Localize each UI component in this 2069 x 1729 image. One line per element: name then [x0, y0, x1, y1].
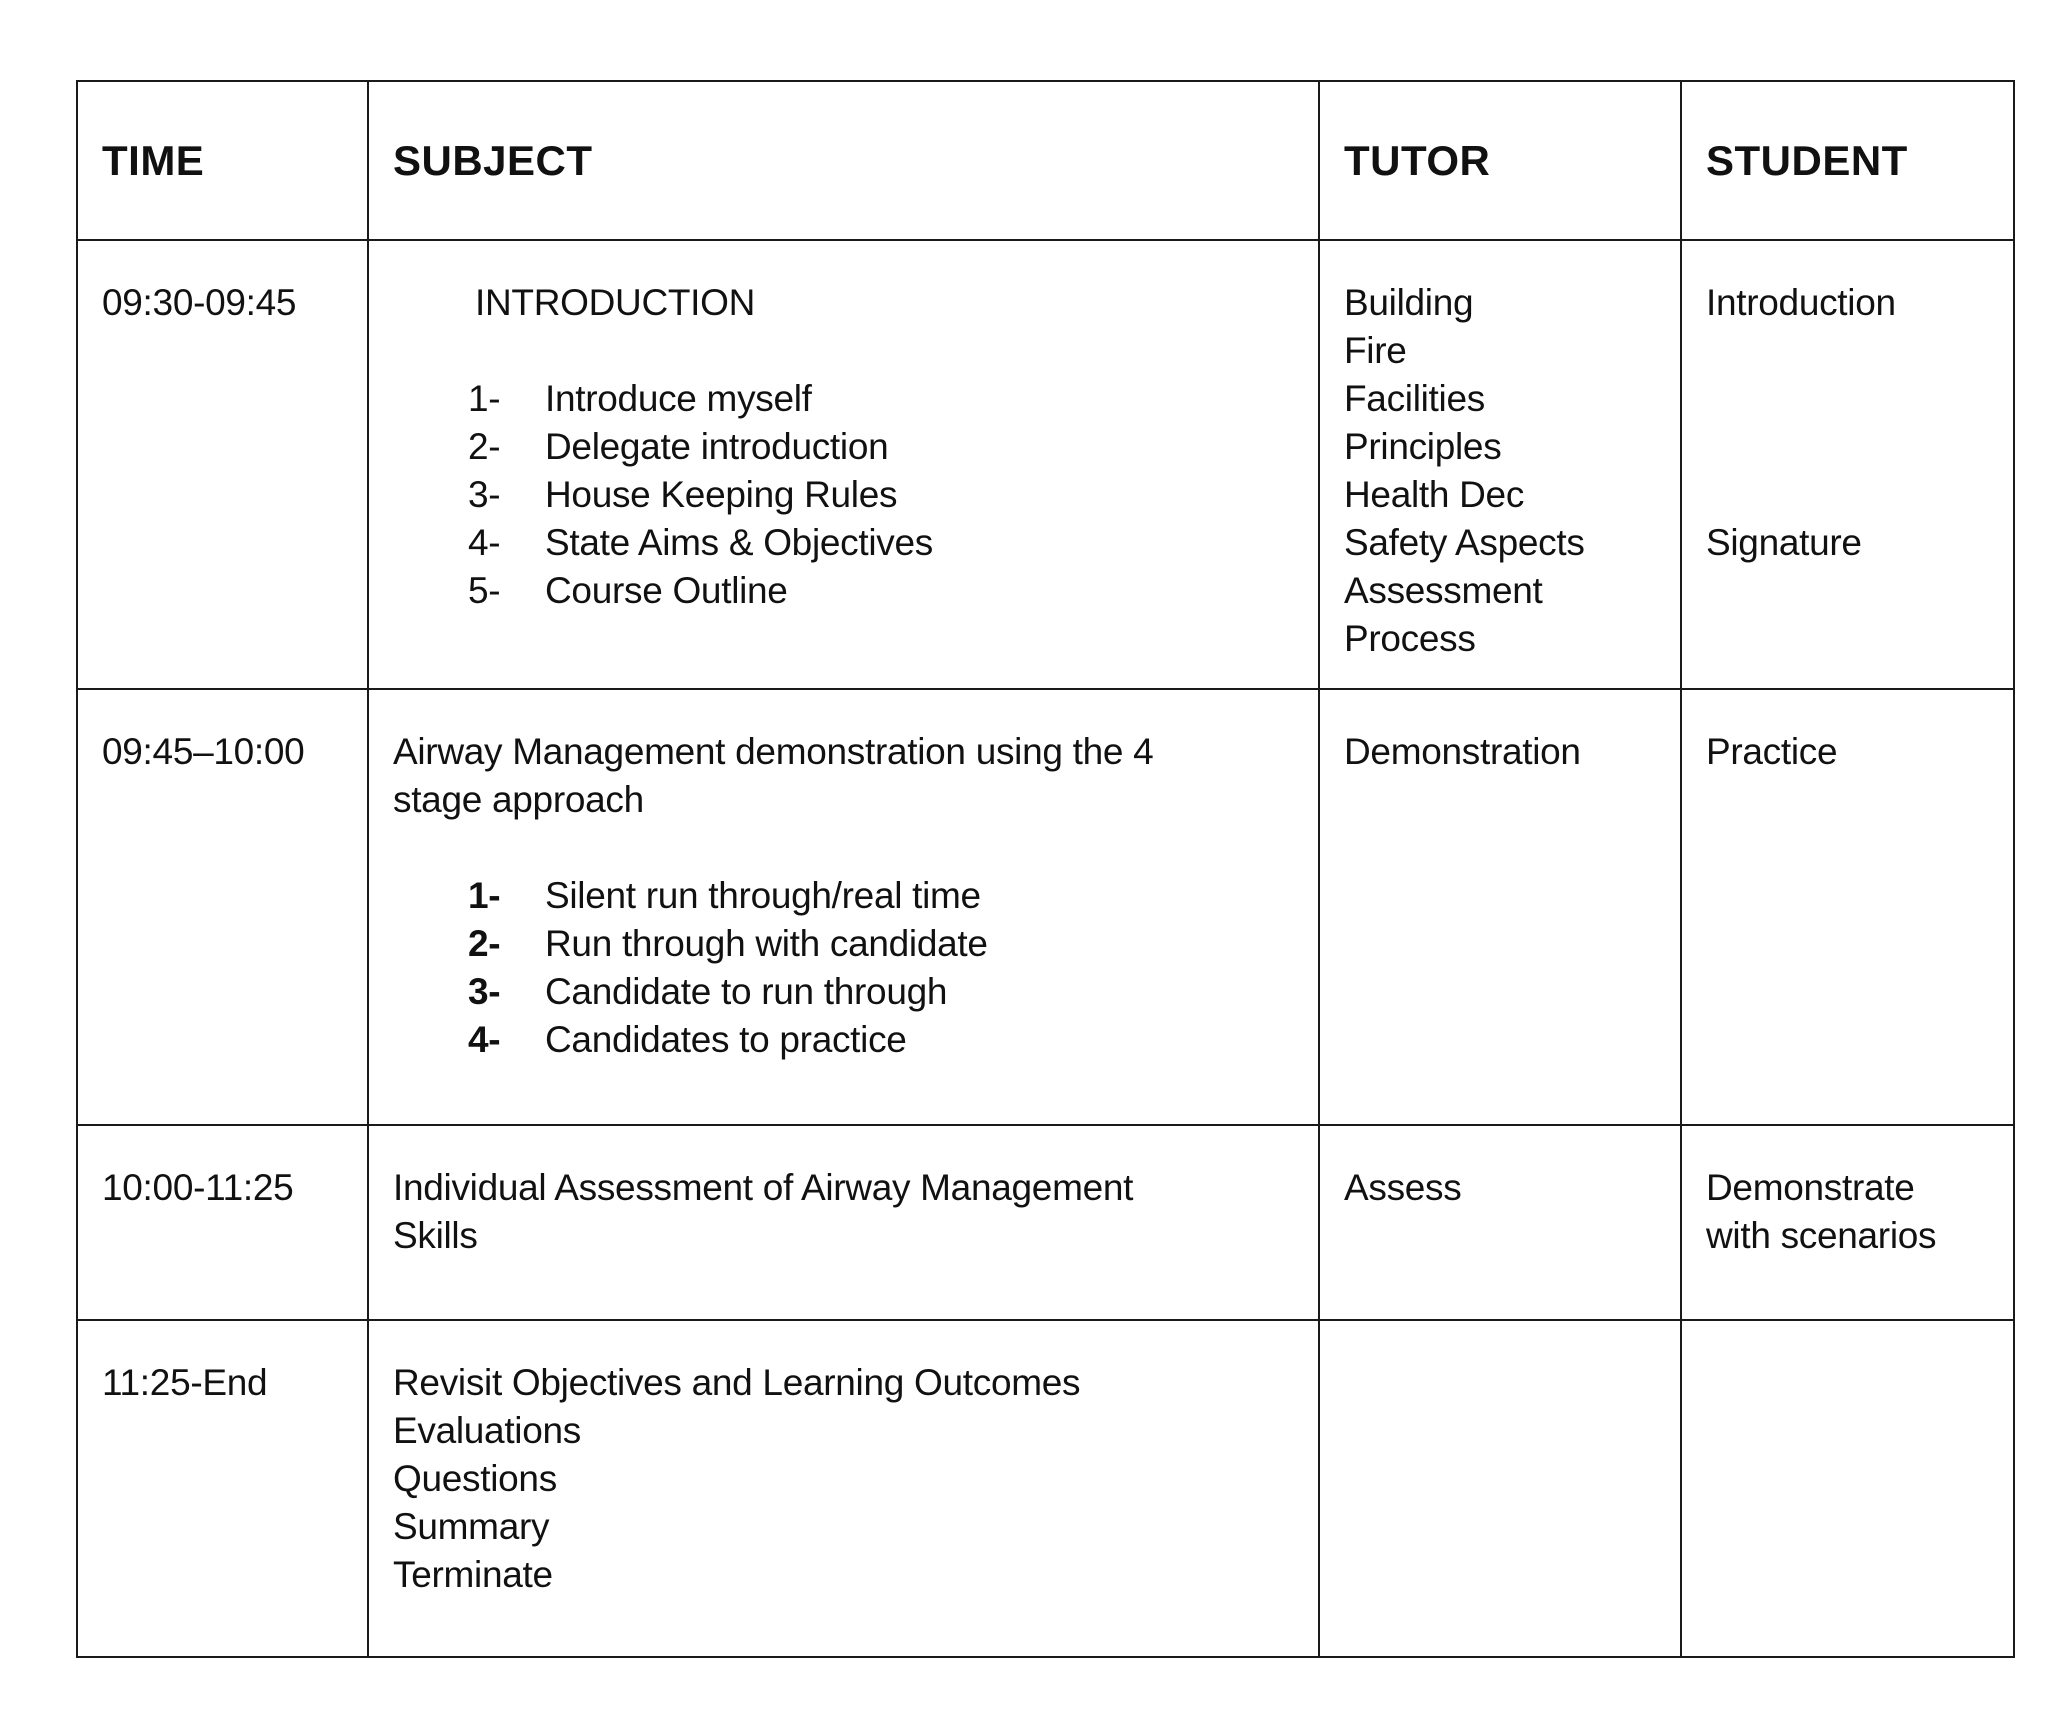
item-text: House Keeping Rules — [545, 474, 898, 515]
header-row — [77, 81, 2014, 240]
table-row — [77, 240, 2014, 689]
list-item — [393, 1016, 1298, 1064]
list-item — [393, 567, 1298, 615]
subject-line: Summary — [393, 1506, 550, 1547]
student-line: Demonstrate — [1706, 1167, 1915, 1208]
list-item — [393, 968, 1298, 1016]
subject-line: Skills — [393, 1215, 478, 1256]
item-number: 5- — [468, 570, 501, 611]
tutor-line: Building — [1344, 282, 1474, 323]
item-number: 1- — [468, 378, 501, 419]
student-cell — [1681, 1320, 2014, 1657]
student-cell — [1681, 240, 2014, 689]
subject-line: stage approach — [393, 779, 644, 820]
list-item — [393, 375, 1298, 423]
item-text: Candidate to run through — [545, 971, 948, 1012]
time-cell: 09:30-09:45 — [77, 240, 368, 689]
subject-cell — [368, 1320, 1319, 1657]
time-cell: 11:25-End — [77, 1320, 368, 1657]
list-item — [393, 920, 1298, 968]
time-cell: 09:45–10:00 — [77, 689, 368, 1125]
tutor-line: Demonstration — [1344, 731, 1581, 772]
tutor-line: Process — [1344, 618, 1476, 659]
item-text: Silent run through/real time — [545, 875, 981, 916]
item-text: Run through with candidate — [545, 923, 988, 964]
header-subject: SUBJECT — [368, 81, 1319, 240]
item-number: 2- — [468, 426, 501, 467]
table-row — [77, 689, 2014, 1125]
tutor-cell — [1319, 689, 1681, 1125]
tutor-line: Assess — [1344, 1167, 1462, 1208]
table-row — [77, 1320, 2014, 1657]
item-number: 2- — [468, 923, 501, 964]
student-cell — [1681, 1125, 2014, 1320]
student-line: with scenarios — [1706, 1215, 1937, 1256]
tutor-line: Fire — [1344, 330, 1407, 371]
subject-cell — [368, 689, 1319, 1125]
item-text: Delegate introduction — [545, 426, 889, 467]
tutor-cell — [1319, 1125, 1681, 1320]
item-number: 4- — [468, 522, 501, 563]
tutor-line: Safety Aspects — [1344, 522, 1585, 563]
item-text: Candidates to practice — [545, 1019, 907, 1060]
item-number: 3- — [468, 474, 501, 515]
header-tutor: TUTOR — [1319, 81, 1681, 240]
tutor-line: Facilities — [1344, 378, 1485, 419]
item-text: State Aims & Objectives — [545, 522, 933, 563]
subject-line: Questions — [393, 1458, 557, 1499]
student-line: Signature — [1706, 522, 1862, 563]
tutor-line: Assessment — [1344, 570, 1543, 611]
student-line: Practice — [1706, 731, 1838, 772]
list-item — [393, 519, 1298, 567]
tutor-cell — [1319, 1320, 1681, 1657]
item-number: 1- — [468, 875, 501, 916]
tutor-cell — [1319, 240, 1681, 689]
tutor-line: Health Dec — [1344, 474, 1525, 515]
list-item — [393, 872, 1298, 920]
subject-line: Terminate — [393, 1554, 553, 1595]
time-cell: 10:00-11:25 — [77, 1125, 368, 1320]
session-plan-table — [76, 80, 2015, 1658]
subject-cell — [368, 1125, 1319, 1320]
list-item — [393, 423, 1298, 471]
item-number: 3- — [468, 971, 501, 1012]
item-text: Course Outline — [545, 570, 788, 611]
student-cell — [1681, 689, 2014, 1125]
list-item — [393, 471, 1298, 519]
item-text: Introduce myself — [545, 378, 812, 419]
subject-line: Airway Management demonstration using the 4 — [393, 731, 1154, 772]
student-line: Introduction — [1706, 282, 1896, 323]
item-number: 4- — [468, 1019, 501, 1060]
header-student: STUDENT — [1681, 81, 2014, 240]
subject-line: Revisit Objectives and Learning Outcomes — [393, 1362, 1081, 1403]
header-time: TIME — [77, 81, 368, 240]
tutor-line: Principles — [1344, 426, 1502, 467]
subject-cell — [368, 240, 1319, 689]
subject-line: Individual Assessment of Airway Management — [393, 1167, 1134, 1208]
table-row — [77, 1125, 2014, 1320]
subject-line: Evaluations — [393, 1410, 581, 1451]
subject-title: INTRODUCTION — [475, 282, 756, 323]
